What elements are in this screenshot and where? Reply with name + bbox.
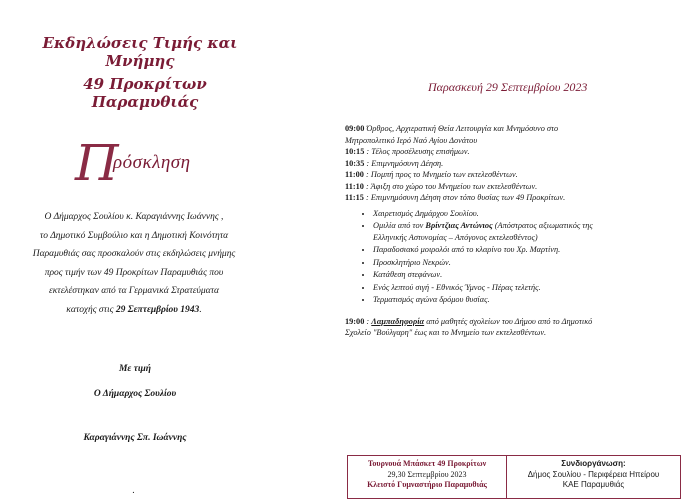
ceremony-item: • Χαιρετισμός Δημάρχου Σουλίου. <box>373 208 680 220</box>
ceremony-item: • Κατάθεση στεφάνων. <box>373 269 680 281</box>
with-honor: Με τιμή <box>118 364 152 374</box>
schedule-time: 11:15 <box>345 193 364 202</box>
schedule-text: : Πομπή προς το Μνημείο των εκτελεσθέντων. <box>363 170 518 179</box>
letter-line: Ο Δήμαρχος Σουλίου κ. Καραγιάννης Ιωάννης , <box>44 212 224 222</box>
ceremony-item-speech <box>373 220 680 243</box>
schedule-time: 09:00 <box>345 124 365 133</box>
schedule-text: : Τέλος προσέλευσης επισήμων. <box>364 147 470 156</box>
schedule-row <box>345 158 680 170</box>
coorganizers-line2: ΚΑΕ Παραμυθιάς <box>562 480 625 489</box>
schedule-time: 11:10 <box>345 181 364 191</box>
schedule-text: Όρθρος, Αρχιερατική Θεία Λειτουργία και Μνημόσυνο στο <box>364 124 559 133</box>
invitation-heading <box>75 134 255 192</box>
tournament-info <box>348 456 507 498</box>
schedule-row <box>345 169 680 181</box>
schedule-row <box>345 181 680 193</box>
torch-sep: : <box>364 316 372 326</box>
torch-row <box>345 316 680 328</box>
schedule-row <box>345 192 680 204</box>
schedule-row <box>345 123 680 135</box>
ceremony-list <box>373 208 680 306</box>
torch-row-2: Σχολείο "Βούλγαρη" έως και το Μνημείο των εκτελεσθέντων. <box>345 328 547 337</box>
letter-date-suffix: . <box>199 304 202 315</box>
letter-line: το Δημοτικό Συμβούλιο και η Δημοτική Κοινότητα <box>39 230 229 241</box>
schedule-text: Μητροπολιτικό Ιερό Ναό Αγίου Δονάτου <box>345 135 478 145</box>
tournament-title: Τουρνουά Μπάσκετ 49 Προκρίτων <box>367 459 487 468</box>
mayor-title: Ο Δήμαρχος Σουλίου <box>93 389 177 399</box>
ceremony-item: • Ενός λεπτού σιγή - Εθνικός Ύμνος - Πέρας τελετής. <box>373 282 680 294</box>
schedule-time: 10:15 <box>345 147 365 156</box>
mayor-name: Καραγιάννης Σπ. Ιωάννης <box>83 433 187 443</box>
tournament-box <box>347 455 681 499</box>
coorganizers-line1: Δήμος Σουλίου - Περιφέρεια Ηπείρου <box>527 469 660 479</box>
letter-line: εκτελέστηκαν από τα Γερμανικά Στρατεύματα <box>48 286 220 296</box>
torch-text: από μαθητές σχολείων του Δήμου από το Δημοτικό <box>424 316 593 326</box>
tournament-dates: 29,30 Σεπτεμβρίου 2023 <box>387 469 467 479</box>
date-heading: Παρασκευή 29 Σεπτεμβρίου 2023 <box>428 80 588 94</box>
invitation-word: ρόσκληση <box>113 152 191 173</box>
schedule-text: : Επιμνημόσυνη Δέηση στον τόπο θυσίας των 49 Προκρίτων. <box>363 193 566 202</box>
event-title-line1: Εκδηλώσεις Τιμής και Μνήμης <box>42 34 238 70</box>
tournament-venue: Κλειστό Γυμναστήριο Παραμυθιάς <box>367 480 487 489</box>
schedule-text: : Επιμνημόσυνη Δέηση. <box>364 158 444 168</box>
schedule-text: : Άφιξη στο χώρο του Μνημείου των εκτελεσθέντων. <box>363 181 538 191</box>
ceremony-item: • Προσκλητήριο Νεκρών. <box>373 257 680 269</box>
ceremony-item: • Τερματισμός αγώνα δρόμου θυσίας. <box>373 294 680 306</box>
schedule-time: 11:00 <box>345 170 364 179</box>
speaker-name: Βρίντζιας Αντώνιος <box>425 221 493 230</box>
letter-line: Παραμυθιάς σας προσκαλούν στις εκδηλώσεις μνήμης <box>32 249 236 259</box>
speech-continuation: Ελληνικής Αστυνομίας – Απόγονος εκτελεσθέντος) <box>373 232 538 242</box>
schedule-time: 10:35 <box>345 158 365 168</box>
torch-label: Λαμπαδηφορία <box>371 316 425 326</box>
letter-line: προς τιμήν των 49 Προκρίτων Παραμυθιάς που <box>44 267 224 278</box>
schedule-row <box>345 135 680 147</box>
coorganizers-heading: Συνδιοργάνωση: <box>561 459 626 468</box>
invitation-initial: Π <box>75 134 119 192</box>
schedule-row <box>345 146 680 158</box>
event-title-line2: 49 Προκρίτων Παραμυθιάς <box>83 75 207 111</box>
ceremony-item: • Παραδοσιακό μοιρολόι από το κλαρίνο του Χρ. Μαρτίνη. <box>373 244 680 256</box>
coorganizers <box>507 456 680 498</box>
stray-dot: . <box>132 486 135 496</box>
letter-date: 29 Σεπτεμβρίου 1943 <box>115 304 200 315</box>
torch-time: 19:00 <box>345 316 365 326</box>
letter-date-prefix: κατοχής στις <box>66 304 116 315</box>
schedule <box>345 123 680 339</box>
letter-line-date <box>8 301 260 320</box>
invitation-letter <box>8 208 260 319</box>
speech-prefix: Ομιλία από τον <box>373 221 426 230</box>
speech-suffix: (Απόστρατος αξιωματικός της <box>492 221 593 230</box>
